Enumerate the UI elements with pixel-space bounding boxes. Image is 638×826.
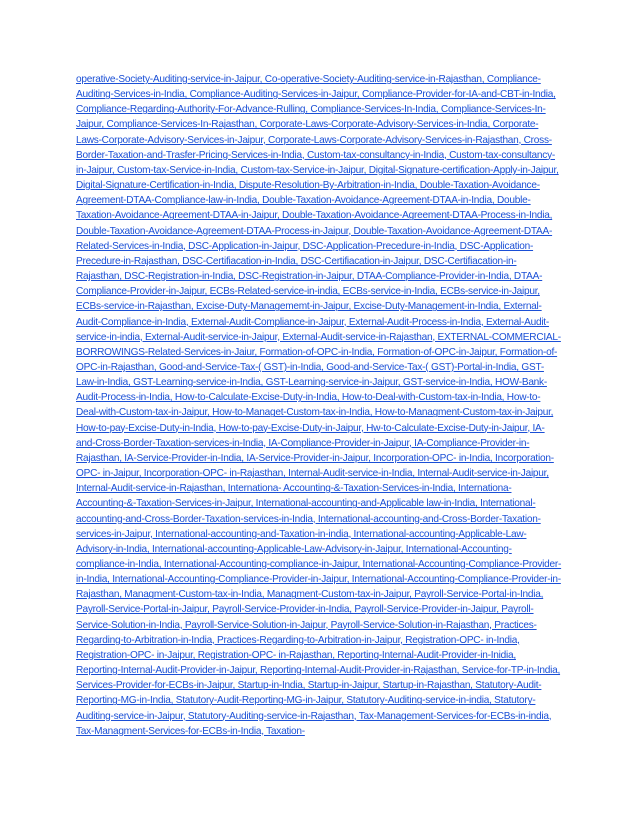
tag-list bbox=[76, 72, 562, 739]
tag-links[interactable]: operative-Society-Auditing-service-in-Jaipur, Co-operative-Society-Auditing-service-in-Rajasthan, Compliance-Auditing-Services-in-India, Compliance-Auditing-Services-in-Jaipur, Compliance-Provider-for-IA-and-CBT-in-India, Compliance-Regarding-Authority-For-Advance-Rulling, Compliance-Services-In-India, Compliance-Services-In-Jaipur, Compliance-Services-In-Rajasthan, Corporate-Laws-Corporate-Advisory-Services-in-India, Corporate-Laws-Corporate-Advisory-Services-in-Jaipur, Corporate-Laws-Corporate-Advisory-Services-in-Rajasthan, Cross-Border-Taxation-and-Trasfer-Pricing-Services-in-India, Custom-tax-consultancy-in-India, Custom-tax-consultancy-in-Jaipur, Custom-tax-Service-in-India, Custom-tax-Service-in-Jaipur, Digital-Signature-certification-Apply-in-Jaipur, Digital-Signature-Certification-in-India, Dispute-Resolution-By-Arbitration-in-India, Double-Taxation-Avoidance-Agreement-DTAA-Compliance-law-in-India, Double-Taxation-Avoidance-Agreement-DTAA-in-India, Double-Taxation-Avoidance-Agreement-DTAA-in-Jaipur, Double-Taxation-Avoidance-Agreement-DTAA-Process-in-India, Double-Taxation-Avoidance-Agreement-DTAA-Process-in-Jaipur, Double-Taxation-Avoidance-Agreement-DTAA-Related-Services-in-India, DSC-Application-in-Jaipur, DSC-Application-Precedure-in-India, DSC-Application-Precedure-in-Rajasthan, DSC-Certifiacation-in-India, DSC-Certifiacation-in-Jaipur, DSC-Certifiacation-in-Rajasthan, DSC-Registration-in-India, DSC-Registration-in-Jaipur, DTAA-Compliance-Provider-in-India, DTAA-Compliance-Provider-in-Jaipur, ECBs-Related-service-in-india, ECBs-service-in-India, ECBs-service-in-Jaipur, ECBs-service-in-Rajasthan, Excise-Duty-Managememt-in-Jaipur, Excise-Duty-Management-in-India, External-Audit-Compliance-in-India, External-Audit-Compliance-in-Jaipur, External-Audit-Process-in-India, External-Audit-service-in-india, External-Audit-service-in-Jaipur, External-Audit-service-in-Rajasthan, EXTERNAL-COMMERCIAL-BORROWINGS-Related-Services-in-Jaiur, Formation-of-OPC-in-India, Formation-of-OPC-in-Jaipur, Formation-of-OPC-in-Rajasthan, Good-and-Service-Tax-( GST)-in-India, Good-and-Service-Tax-( GST)-Portal-in-India, GST-Law-in-India, GST-Learning-service-in-India, GST-Learning-service-in-Jaipur, GST-service-in-India, HOW-Bank-Audit-Process-in-India, How-to-Calculate-Excise-Duty-in-India, How-to-Deal-with-Custom-tax-in-India, How-to-Deal-with-Custom-tax-in-Jaipur, How-to-Managet-Custom-tax-in-India, How-to-Managment-Custom-tax-in-Jaipur, How-to-pay-Excise-Duty-in-India, How-to-pay-Excise-Duty-in-Jaipur, Hw-to-Calculate-Excise-Duty-in-Jaipur, IA-and-Cross-Border-Taxation-services-in-India, IA-Compliance-Provider-in-Jaipur, IA-Compliance-Provider-in-Rajasthan, IA-Service-Provider-in-India, IA-Service-Provider-in-Jaipur, Incorporation-OPC- in-India, Incorporation-OPC- in-Jaipur, Incorporation-OPC- in-Rajasthan, Internal-Audit-service-in-India, Internal-Audit-service-in-Jaipur, Internal-Audit-service-in-Rajasthan, Internationa- Accounting-&-Taxation-Services-in-India, Internationa- Accounting-&-Taxation-Services-in-Jaipur, International-accounting-and-Applicable law-in-India, International-accounting-and-Cross-Border-Taxation-services-in-India, International-accounting-and-Cross-Border-Taxation-services-in-Jaipur, International-accounting-and-Taxation-in-india, International-accounting-Applicable-Law-Advisory-in-India, International-accounting-Applicable-Law-Advisory-in-Jaipur, International-Accounting-compliance-in-India, International-Accounting-compliance-in-Jaipur, International-Accounting-Compliance-Provider-in-India, International-Accounting-Compliance-Provider-in-Jaipur, International-Accounting-Compliance-Provider-in-Rajasthan, Managment-Custom-tax-in-India, Managment-Custom-tax-in-Jaipur, Payroll-Service-Portal-in-India, Payroll-Service-Portal-in-Jaipur, Payroll-Service-Provider-in-India, Payroll-Service-Provider-in-Jaipur, Payroll-Service-Solution-in-India, Payroll-Service-Solution-in-Jaipur, Payroll-Service-Solution-in-Rajasthan, Practices-Regarding-to-Arbitration-in-India, Practices-Regarding-to-Arbitration-in-Jaipur, Registration-OPC- in-India, Registration-OPC- in-Jaipur, Registration-OPC- in-Rajasthan, Reporting-Internal-Audit-Provider-in-Inidia, Reporting-Internal-Audit-Provider-in-Jaipur, Reporting-Internal-Audit-Provider-in-Rajasthan, Service-for-TP-in-India, Services-Provider-for-ECBs-in-Jaipur, Startup-in-India, Startup-in-Jaipur, Startup-in-Rajasthan, Statutory-Audit-Reporting-MG-in-India, Statutory-Audit-Reporting-MG-in-Jaipur, Statutory-Auditing-service-in-india, Statutory-Auditing-service-in-Jaipur, Statutory-Auditing-service-in-Rajasthan, Tax-Management-Services-for-ECBs-in-india, Tax-Managment-Services-for-ECBs-in-India, Taxation- bbox=[76, 74, 562, 737]
